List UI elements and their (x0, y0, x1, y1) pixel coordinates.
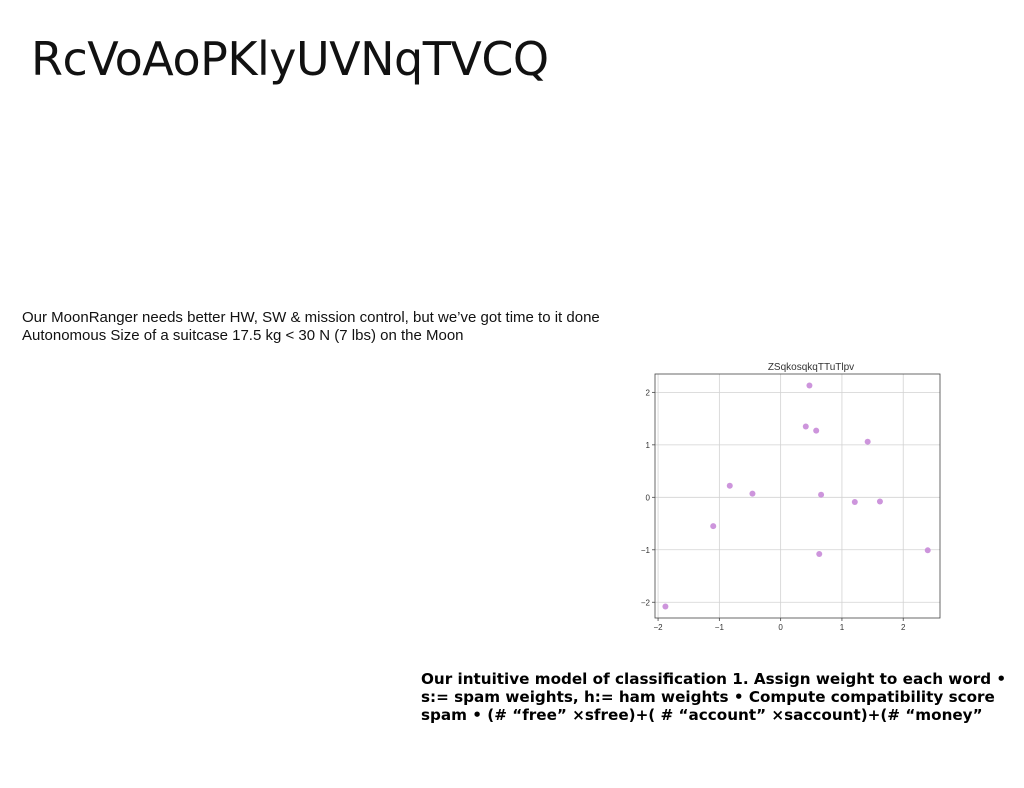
chart-grid (655, 374, 940, 618)
data-point (803, 423, 809, 429)
x-tick-label: −1 (714, 623, 724, 632)
chart-points (662, 383, 930, 610)
scatter-chart-svg (630, 356, 950, 638)
data-point (925, 547, 931, 553)
chart-axes (641, 374, 940, 632)
caption-line: s:= spam weights, h:= ham weights • Compute compatibility score (421, 688, 995, 706)
y-tick-label: 1 (645, 440, 650, 450)
x-tick-label: 0 (778, 623, 783, 632)
x-tick-label: −2 (653, 623, 663, 632)
caption-line: Our intuitive model of classification 1. Assign weight to each word • (421, 670, 1007, 688)
data-point (865, 439, 871, 445)
data-point (852, 499, 858, 505)
data-point (749, 491, 755, 497)
y-tick-label: 2 (645, 388, 650, 398)
data-point (662, 603, 668, 609)
chart-title: ZSqkosqkqTTuTlpv (767, 362, 855, 373)
data-point (806, 383, 812, 389)
data-point (813, 428, 819, 434)
x-tick-label: 2 (900, 623, 906, 632)
y-tick-label: 0 (645, 493, 650, 503)
caption-line: spam • (# “free” ×sfree)+( # “account” ×saccount)+(# “money” (421, 706, 983, 724)
data-point (727, 483, 733, 489)
scatter-chart (630, 356, 950, 638)
caption-text (421, 670, 1024, 724)
data-point (818, 492, 824, 498)
y-tick-label: −1 (640, 545, 650, 555)
plot-frame (655, 374, 940, 618)
x-tick-label: 1 (839, 623, 845, 632)
data-point (816, 551, 822, 557)
data-point (710, 523, 716, 529)
y-tick-label: −2 (640, 598, 650, 608)
body-text: Our MoonRanger needs better HW, SW & mission control, but we’ve got time to it done Autonomous Size of a suitcase 17.5 kg < 30 N (7 lbs) on the Moon (22, 309, 600, 344)
slide-title: RcVoAoPKlyUVNqTVCQ (31, 32, 549, 86)
data-point (877, 499, 883, 505)
